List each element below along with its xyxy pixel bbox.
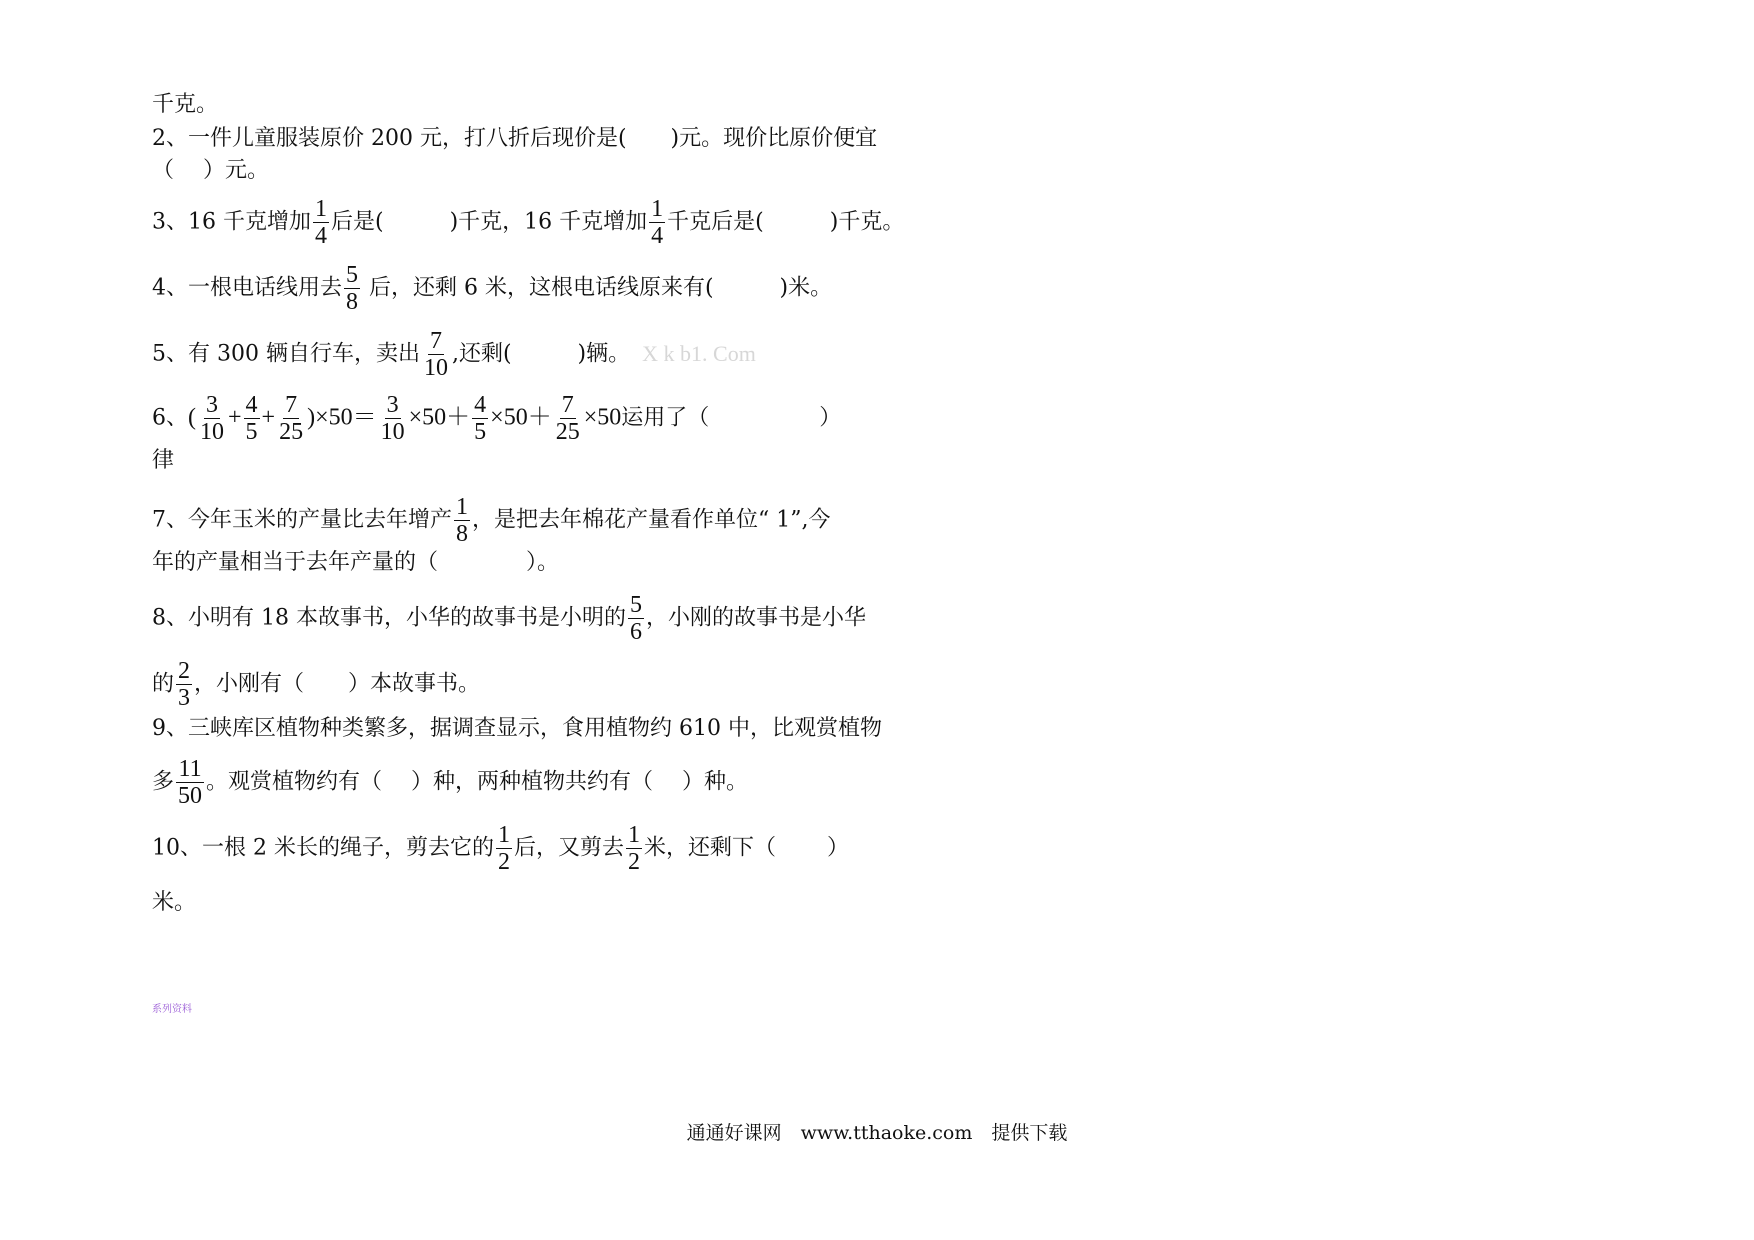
q7-text-b: ，是把去年棉花产量看作单位“ 1”,今 <box>472 507 831 533</box>
q6-text-a: 6、 <box>152 405 188 431</box>
q10-line2: 米。 <box>152 890 197 915</box>
q3-text-b: 后是( )千克，16 千克增加 <box>331 209 648 235</box>
watermark-text: X k b1. Com <box>642 340 756 366</box>
q10-text-a: 10、一根 2 米长的绳子，剪去它的 <box>152 835 494 861</box>
q8 <box>152 592 872 645</box>
q3-text-a: 3、16 千克增加 <box>152 209 311 235</box>
q8-line2 <box>152 658 872 711</box>
q7-line2: 年的产量相当于去年产量的（ ）。 <box>152 550 560 575</box>
fraction: $\frac{7}{25}$ <box>555 392 580 445</box>
q2-line2: （ ）元。 <box>152 158 269 183</box>
fraction: $\frac{5}{8}$ <box>346 262 358 315</box>
q9-line1: 9、三峡库区植物种类繁多，据调查显示，食用植物约 610 中，比观赏植物 <box>152 716 882 741</box>
q2-line1: 2、一件儿童服装原价 200 元，打八折后现价是( )元。现价比原价便宜 <box>152 126 878 151</box>
fraction: $\frac{2}{3}$ <box>178 658 191 711</box>
fraction: $\frac{1}{4}$ <box>651 196 664 249</box>
q5-text-a: 5、有 300 辆自行车，卖出 <box>152 341 420 367</box>
fraction: $\frac{7}{25}$ <box>279 392 304 445</box>
footer-credit: 通通好课网 www.tthaoke.com 提供下载 <box>686 1122 1068 1144</box>
fraction: $\frac{1}{4}$ <box>315 196 327 249</box>
q3 <box>152 196 905 249</box>
q4-text-b: 后，还剩 6 米，这根电话线原来有( )米。 <box>362 275 833 301</box>
q9-line2 <box>152 756 872 809</box>
series-materials-link[interactable]: 系列资料 <box>152 1004 192 1015</box>
fraction: $\frac{7}{10}$ <box>423 328 448 381</box>
q3-text-c: 千克后是( )千克。 <box>667 209 905 235</box>
fraction: $\frac{4}{5}$ <box>245 392 258 445</box>
q4-text-a: 4、一根电话线用去 <box>152 275 342 301</box>
q8-text-a: 8、小明有 18 本故事书，小华的故事书是小明的 <box>152 605 626 631</box>
q1-tail: 千克。 <box>152 92 219 117</box>
q10-text-c: 米，还剩下（ ） <box>644 835 849 861</box>
fraction: $\frac{4}{5}$ <box>474 392 487 445</box>
fraction: $\frac{5}{6}$ <box>629 592 642 645</box>
q7-text-a: 7、今年玉米的产量比去年增产 <box>152 507 452 533</box>
q8-text-d: ，小刚有（ ）本故事书。 <box>194 671 481 697</box>
fraction: $\frac{3}{10}$ <box>380 392 405 445</box>
fraction: $\frac{3}{10}$ <box>200 392 224 445</box>
q8-text-b: ，小刚的故事书是小华 <box>645 605 866 631</box>
q8-text-c: 的 <box>152 671 175 697</box>
q9-text-b: 。观赏植物约有（ ）种，两种植物共约有（ ）种。 <box>206 769 749 795</box>
q6-line2: 律 <box>152 448 175 473</box>
fraction: $\frac{1}{8}$ <box>456 494 468 547</box>
q6: 6、( $\frac{3}{10}$ + $\frac{4}{5}$ + $\frac{7}{25}$ )×50＝ $\frac{3}{10}$ ×50＋ $\frac{4}{5}$ ×50＋ $\frac{7}{25}$ ×50运用了（ ） <box>152 392 842 445</box>
q5 <box>152 328 872 381</box>
q4 <box>152 262 872 315</box>
q6-text-b: 运用了（ ） <box>621 405 842 431</box>
fraction: $\frac{11}{50}$ <box>178 756 203 809</box>
q10-text-b: 后，又剪去 <box>513 835 624 861</box>
q5-text-b: ,还剩( )辆。 <box>451 341 631 367</box>
q7 <box>152 494 872 547</box>
fraction: $\frac{1}{2}$ <box>497 822 510 875</box>
q9-text-a: 多 <box>152 769 175 795</box>
fraction: $\frac{1}{2}$ <box>628 822 640 875</box>
q10 <box>152 822 872 875</box>
